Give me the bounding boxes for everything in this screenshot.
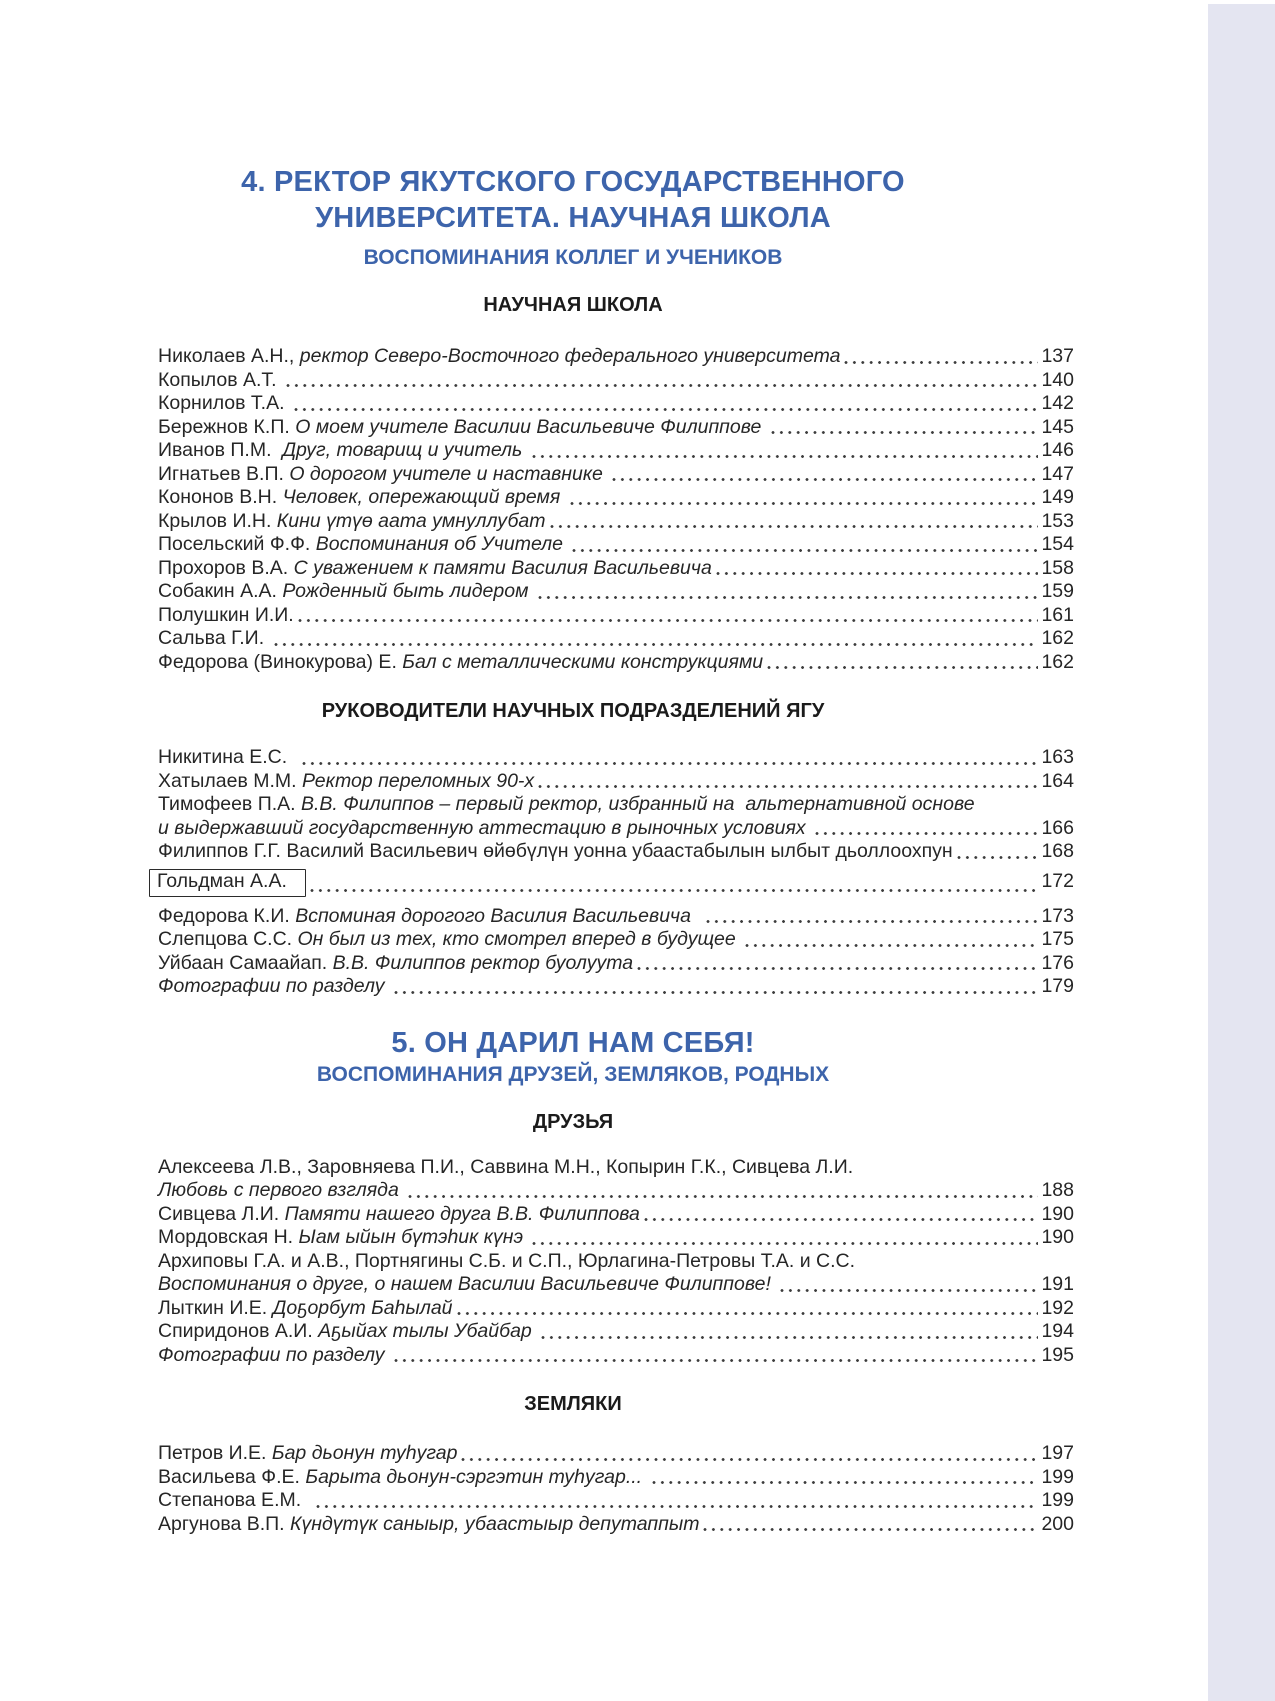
toc-entry-text bbox=[158, 580, 534, 604]
page-number: 168 bbox=[1041, 840, 1074, 862]
toc-line bbox=[158, 392, 1074, 416]
entry-author-text: Корнилов Т.А. bbox=[158, 392, 290, 414]
dot-leader bbox=[957, 855, 1039, 860]
toc-entry-text bbox=[158, 1203, 640, 1227]
section2-heading-block bbox=[158, 700, 988, 723]
toc-entry-text bbox=[158, 604, 294, 628]
entry-title-text: Вспоминая дорогого Василия Васильевича bbox=[295, 904, 702, 927]
toc-entry-text bbox=[158, 510, 546, 534]
entry-author-text: Алексеева Л.В., Заровняева П.И., Саввина М.Н., Копырин Г.К., Сивцева Л.И. bbox=[158, 1155, 854, 1178]
entry-title-text: и выдержавший государственную аттестацию в рыночных условиях bbox=[158, 816, 812, 839]
dot-leader bbox=[637, 966, 1038, 971]
toc-entry bbox=[158, 1226, 1074, 1250]
toc-entry bbox=[158, 533, 1074, 557]
entry-author-text: Копылов А.Т. bbox=[158, 368, 283, 391]
toc-entry bbox=[158, 1442, 1074, 1466]
entry-author-text: Посельский Ф.Ф. bbox=[158, 533, 316, 555]
page-number: 175 bbox=[1041, 928, 1074, 950]
dot-leader bbox=[316, 1504, 1038, 1509]
entry-author-text: Игнатьев В.П. bbox=[158, 462, 290, 485]
dot-leader bbox=[310, 888, 1039, 893]
page-number: 154 bbox=[1041, 533, 1074, 555]
toc-line bbox=[158, 1320, 1074, 1344]
toc-entry-text bbox=[158, 952, 633, 976]
page-number: 163 bbox=[1041, 746, 1074, 768]
entry-title-text: В.В. Филиппов ректор буолуута bbox=[332, 951, 634, 974]
dot-leader bbox=[844, 360, 1038, 365]
toc-line bbox=[158, 746, 1074, 770]
entry-title-text: Ректор переломных 90-х bbox=[301, 769, 535, 792]
toc-line bbox=[158, 1489, 1074, 1513]
page-number: 191 bbox=[1041, 1273, 1074, 1295]
toc-entry bbox=[158, 1203, 1074, 1227]
entry-author-text: Николаев А.Н., bbox=[158, 345, 300, 367]
entry-title-text: Кини үтүө аата умнуллубат bbox=[276, 509, 546, 532]
dot-leader bbox=[394, 1358, 1039, 1363]
entry-title-text: Воспоминания об Учителе bbox=[315, 533, 569, 555]
toc-entry bbox=[158, 392, 1074, 416]
page-number: 149 bbox=[1041, 486, 1074, 508]
page-number: 188 bbox=[1041, 1179, 1074, 1201]
toc-line bbox=[158, 905, 1074, 929]
toc-line bbox=[158, 1442, 1074, 1466]
entry-author-text: Архиповы Г.А. и А.В., Портнягины С.Б. и С.П., Юрлагина-Петровы Т.А. и С.С. bbox=[158, 1249, 856, 1272]
part4-title-line1: 4. РЕКТОР ЯКУТСКОГО ГОСУДАРСТВЕННОГО bbox=[241, 166, 905, 198]
dot-leader bbox=[780, 1288, 1038, 1293]
toc-entry-text bbox=[158, 557, 712, 581]
entry-author-text: Хатылаев М.М. bbox=[158, 769, 302, 792]
entry-author-text: Прохоров В.А. bbox=[158, 556, 294, 579]
toc-entry-text bbox=[158, 369, 282, 393]
toc-entry bbox=[158, 840, 1074, 864]
toc-entry-text bbox=[158, 1320, 537, 1344]
entry-title-text: Рожденный быть лидером bbox=[282, 580, 534, 602]
section-title-zemlyaki: ЗЕМЛЯКИ bbox=[524, 1393, 622, 1415]
dot-leader bbox=[274, 642, 1039, 647]
toc-line bbox=[158, 840, 1074, 864]
toc-entry bbox=[158, 1489, 1074, 1513]
page-number: 158 bbox=[1041, 556, 1074, 579]
toc-entry bbox=[158, 651, 1074, 675]
entry-title-text: О моем учителе Василии Васильевиче Филиппове bbox=[295, 415, 767, 438]
toc-entry bbox=[158, 416, 1074, 440]
toc-entry-text bbox=[158, 905, 702, 929]
page-number: 153 bbox=[1041, 509, 1074, 532]
dot-leader bbox=[652, 1480, 1039, 1485]
entry-author-text: Собакин А.А. bbox=[158, 580, 283, 602]
toc-entry-text bbox=[158, 1513, 699, 1537]
page-number: 146 bbox=[1041, 439, 1074, 461]
toc-entry-text bbox=[158, 345, 840, 369]
toc-entry-text bbox=[158, 1226, 528, 1250]
entry-author-text: Слепцова С.С. bbox=[158, 928, 298, 950]
toc-entry-text bbox=[158, 651, 763, 675]
entry-title-text: Друг, товарищ и учитель bbox=[282, 439, 528, 461]
dot-leader bbox=[706, 919, 1039, 924]
toc-entry-text bbox=[158, 439, 528, 463]
page-number: 166 bbox=[1041, 816, 1074, 839]
toc-entry bbox=[158, 557, 1074, 581]
toc-entry-text bbox=[158, 392, 290, 416]
entry-title-text: ректор Северо-Восточного федерального университета bbox=[299, 345, 841, 367]
page-number: 179 bbox=[1041, 975, 1074, 997]
page-number: 199 bbox=[1041, 1465, 1074, 1488]
toc-entry bbox=[158, 1297, 1074, 1321]
entry-author-text: Федорова (Винокурова) Е. bbox=[158, 650, 403, 673]
toc-list-rukovoditeli bbox=[158, 746, 1074, 999]
toc-entry bbox=[158, 439, 1074, 463]
entry-author-text: Степанова Е.М. bbox=[158, 1489, 312, 1511]
entry-title-text: Аҕыйах тылы Убайбар bbox=[318, 1320, 538, 1342]
dot-leader bbox=[457, 1311, 1039, 1316]
toc-entry-text bbox=[158, 928, 741, 952]
entry-title-text: Доҕорбут Баһылай bbox=[272, 1296, 453, 1319]
toc-entry-text bbox=[158, 770, 534, 794]
entry-title-text: Барыта дьонун-сэргэтин туһугар... bbox=[305, 1465, 648, 1488]
dot-leader bbox=[286, 383, 1038, 388]
entry-title-text: Он был из тех, кто смотрел вперед в будущее bbox=[297, 928, 742, 950]
toc-entry-text bbox=[158, 416, 767, 440]
toc-line bbox=[158, 1513, 1074, 1537]
entry-author-text: Иванов П.М. bbox=[158, 439, 283, 461]
part4-title-line2: УНИВЕРСИТЕТА. НАУЧНАЯ ШКОЛА bbox=[315, 202, 831, 234]
dot-leader bbox=[302, 761, 1038, 766]
page-number: 197 bbox=[1041, 1442, 1074, 1464]
toc-line bbox=[158, 369, 1074, 393]
entry-author-text: Уйбаан Самаайап. bbox=[158, 951, 333, 974]
dot-leader bbox=[532, 1241, 1038, 1246]
entry-author-text: Мордовская Н. bbox=[158, 1226, 299, 1248]
entry-title-text: Ыам ыйын бүтэһик күнэ bbox=[298, 1226, 529, 1248]
toc-line bbox=[158, 1297, 1074, 1321]
page-number: 162 bbox=[1041, 627, 1074, 649]
toc-line bbox=[158, 533, 1074, 557]
part5-title-line1: 5. ОН ДАРИЛ НАМ СЕБЯ! bbox=[391, 1026, 755, 1059]
entry-author-text: Аргунова В.П. bbox=[158, 1512, 291, 1535]
toc-entry-text bbox=[158, 533, 568, 557]
toc-entry bbox=[158, 486, 1074, 510]
dot-leader bbox=[815, 831, 1038, 836]
entry-author-text: Сальва Г.И. bbox=[158, 627, 270, 649]
entry-author-text: Полушкин И.И. bbox=[158, 603, 294, 626]
toc-entry bbox=[158, 463, 1074, 487]
toc-entry bbox=[158, 1156, 1074, 1203]
toc-entry-linked bbox=[158, 869, 1074, 897]
entry-title-text: Бал с металлическими конструкциями bbox=[402, 650, 764, 673]
toc-entry-text bbox=[158, 1179, 404, 1203]
toc-line bbox=[158, 1466, 1074, 1490]
toc-line bbox=[158, 651, 1074, 675]
toc-entry bbox=[158, 928, 1074, 952]
toc-entry-text bbox=[158, 463, 608, 487]
entry-title-text: Күндүтүк саныыр, убаастыыр депутаппыт bbox=[290, 1512, 700, 1535]
dot-leader bbox=[745, 943, 1038, 948]
entry-author-text: Крылов И.Н. bbox=[158, 509, 277, 532]
dot-leader bbox=[461, 1457, 1038, 1462]
toc-entry-text bbox=[158, 1250, 855, 1274]
page-number: 145 bbox=[1041, 415, 1074, 438]
page-number: 200 bbox=[1041, 1512, 1074, 1535]
toc-line bbox=[158, 1250, 1074, 1274]
entry-author-text: Бережнов К.П. bbox=[158, 415, 296, 438]
toc-entry-text bbox=[158, 1344, 390, 1368]
page-number: 195 bbox=[1041, 1343, 1074, 1366]
page-number: 190 bbox=[1041, 1226, 1074, 1248]
toc-line bbox=[158, 1344, 1074, 1368]
toc-entry bbox=[158, 975, 1074, 999]
section-title-rukovoditeli: РУКОВОДИТЕЛИ НАУЧНЫХ ПОДРАЗДЕЛЕНИЙ ЯГУ bbox=[321, 700, 825, 722]
toc-entry-text bbox=[158, 975, 390, 999]
entry-author-text: Петров И.Е. bbox=[158, 1442, 272, 1464]
toc-entry bbox=[158, 1513, 1074, 1537]
toc-entry-text bbox=[158, 1273, 776, 1297]
dot-leader bbox=[394, 990, 1039, 995]
section-title-nauchnaya-shkola: НАУЧНАЯ ШКОЛА bbox=[483, 294, 663, 316]
page-number: 164 bbox=[1041, 769, 1074, 792]
toc-line bbox=[158, 1203, 1074, 1227]
toc-entry-text bbox=[158, 840, 953, 864]
toc-line bbox=[158, 1273, 1074, 1297]
toc-line bbox=[158, 580, 1074, 604]
toc-entry-text bbox=[158, 1466, 648, 1490]
entry-title-text: Бар дьонун туһугар bbox=[271, 1442, 458, 1464]
toc-entry bbox=[158, 345, 1074, 369]
toc-entry bbox=[158, 905, 1074, 929]
dot-leader bbox=[771, 430, 1039, 435]
page-number: 192 bbox=[1041, 1296, 1074, 1319]
entry-title-text: О дорогом учителе и наставнике bbox=[289, 462, 609, 485]
side-band bbox=[1208, 4, 1275, 1701]
toc-line bbox=[158, 869, 1074, 897]
part4-title bbox=[158, 164, 988, 236]
dot-leader bbox=[541, 1335, 1038, 1340]
toc-line bbox=[158, 345, 1074, 369]
toc-entry-text bbox=[158, 817, 811, 841]
entry-author-text: Сивцева Л.И. bbox=[158, 1202, 285, 1225]
toc-entry-text bbox=[158, 793, 975, 817]
page-number: 172 bbox=[1041, 869, 1074, 892]
dot-leader bbox=[298, 618, 1039, 623]
toc-line bbox=[158, 793, 1074, 817]
page-number: 162 bbox=[1041, 650, 1074, 673]
toc-entry-text bbox=[158, 1297, 453, 1321]
entry-title-text: В.В. Филиппов – первый ректор, избранный на альтернативной основе bbox=[300, 793, 975, 815]
section-title-druzya: ДРУЗЬЯ bbox=[532, 1110, 614, 1133]
dot-leader bbox=[550, 524, 1039, 529]
toc-line bbox=[158, 416, 1074, 440]
entry-title-text: Воспоминания о друге, о нашем Василии Васильевиче Филиппове! bbox=[158, 1273, 777, 1295]
entry-title-text: Человек, опережающий время bbox=[282, 486, 566, 508]
page-number: 199 bbox=[1041, 1489, 1074, 1511]
toc-entry bbox=[158, 369, 1074, 393]
toc-entry-text bbox=[158, 627, 270, 651]
toc-line bbox=[158, 952, 1074, 976]
section4-heading-block bbox=[158, 1393, 988, 1416]
toc-entry-text bbox=[158, 1156, 853, 1180]
page-number: 159 bbox=[1041, 580, 1074, 602]
toc-entry bbox=[158, 580, 1074, 604]
toc-list-druzya bbox=[158, 1156, 1074, 1368]
toc-line bbox=[158, 486, 1074, 510]
entry-title-text: Фотографии по разделу bbox=[158, 975, 390, 997]
page-number: 137 bbox=[1041, 345, 1074, 367]
dot-leader bbox=[612, 477, 1038, 482]
toc-entry-text bbox=[158, 869, 306, 897]
toc-entry bbox=[158, 627, 1074, 651]
toc-line bbox=[158, 975, 1074, 999]
part5-heading-block bbox=[158, 1025, 988, 1134]
part5-title bbox=[158, 1025, 988, 1061]
dot-leader bbox=[538, 595, 1039, 600]
entry-author-text: Лыткин И.Е. bbox=[158, 1296, 273, 1319]
part4-subtitle: ВОСПОМИНАНИЯ КОЛЛЕГ И УЧЕНИКОВ bbox=[363, 246, 783, 269]
dot-leader bbox=[570, 501, 1039, 506]
entry-author-text: Васильева Ф.Е. bbox=[158, 1465, 306, 1488]
toc-line bbox=[158, 510, 1074, 534]
toc-line bbox=[158, 604, 1074, 628]
toc-entry bbox=[158, 510, 1074, 534]
entry-title-text: С уважением к памяти Василия Васильевича bbox=[293, 556, 712, 579]
toc-entry bbox=[158, 770, 1074, 794]
dot-leader bbox=[538, 784, 1038, 789]
page-number: 142 bbox=[1041, 392, 1074, 414]
toc-line bbox=[158, 463, 1074, 487]
toc-entry bbox=[158, 793, 1074, 840]
toc-entry bbox=[158, 1344, 1074, 1368]
entry-title-text: Фотографии по разделу bbox=[158, 1343, 390, 1366]
toc-line bbox=[158, 928, 1074, 952]
entry-author-text: Федорова К.И. bbox=[158, 904, 296, 927]
entry-title-text: Любовь с первого взгляда bbox=[158, 1179, 405, 1201]
entry-author-text: Спиридонов А.И. bbox=[158, 1320, 319, 1342]
page-number: 173 bbox=[1041, 904, 1074, 927]
toc-entry-text bbox=[158, 1442, 457, 1466]
toc-entry bbox=[158, 746, 1074, 770]
dot-leader bbox=[408, 1194, 1038, 1199]
dot-leader bbox=[644, 1217, 1039, 1222]
toc-line bbox=[158, 1156, 1074, 1180]
toc-line bbox=[158, 1179, 1074, 1203]
dot-leader bbox=[294, 407, 1039, 412]
toc-list-nauchnaya-shkola bbox=[158, 345, 1074, 674]
toc-entry bbox=[158, 1250, 1074, 1297]
dot-leader bbox=[572, 548, 1038, 553]
part4-heading-block bbox=[158, 164, 988, 317]
dot-leader bbox=[703, 1527, 1038, 1532]
toc-entry bbox=[158, 952, 1074, 976]
toc-list-zemlyaki bbox=[158, 1442, 1074, 1536]
entry-author-text: Филиппов Г.Г. Василий Васильевич өйөбүлүн уонна убаастабылын ылбыт дьоллоохпун bbox=[158, 840, 953, 862]
dot-leader bbox=[716, 571, 1039, 576]
toc-entry bbox=[158, 604, 1074, 628]
toc-entry bbox=[158, 1466, 1074, 1490]
toc-line bbox=[158, 557, 1074, 581]
toc-line bbox=[158, 817, 1074, 841]
page-number: 161 bbox=[1041, 603, 1074, 626]
toc-entry bbox=[158, 1320, 1074, 1344]
toc-content bbox=[158, 0, 1074, 1536]
entry-author-text: Кононов В.Н. bbox=[158, 486, 283, 508]
toc-entry-text bbox=[158, 746, 298, 770]
toc-line bbox=[158, 770, 1074, 794]
entry-title-text: Памяти нашего друга В.В. Филиппова bbox=[284, 1202, 640, 1225]
part5-subtitle: ВОСПОМИНАНИЯ ДРУЗЕЙ, ЗЕМЛЯКОВ, РОДНЫХ bbox=[316, 1062, 830, 1086]
toc-entry-text bbox=[158, 486, 566, 510]
entry-author-text: Тимофеев П.А. bbox=[158, 793, 301, 815]
toc-line bbox=[158, 439, 1074, 463]
toc-entry-text bbox=[158, 1489, 312, 1513]
page-number: 190 bbox=[1041, 1202, 1074, 1225]
link-annotation-box[interactable]: Гольдман А.А. bbox=[149, 869, 306, 897]
entry-author-text: Никитина Е.С. bbox=[158, 746, 299, 768]
page-number: 194 bbox=[1041, 1320, 1074, 1342]
page-number: 147 bbox=[1041, 462, 1074, 485]
toc-line bbox=[158, 1226, 1074, 1250]
toc-line bbox=[158, 627, 1074, 651]
dot-leader bbox=[532, 454, 1039, 459]
dot-leader bbox=[767, 665, 1038, 670]
page-number: 176 bbox=[1041, 951, 1074, 974]
page-number: 140 bbox=[1041, 368, 1074, 391]
